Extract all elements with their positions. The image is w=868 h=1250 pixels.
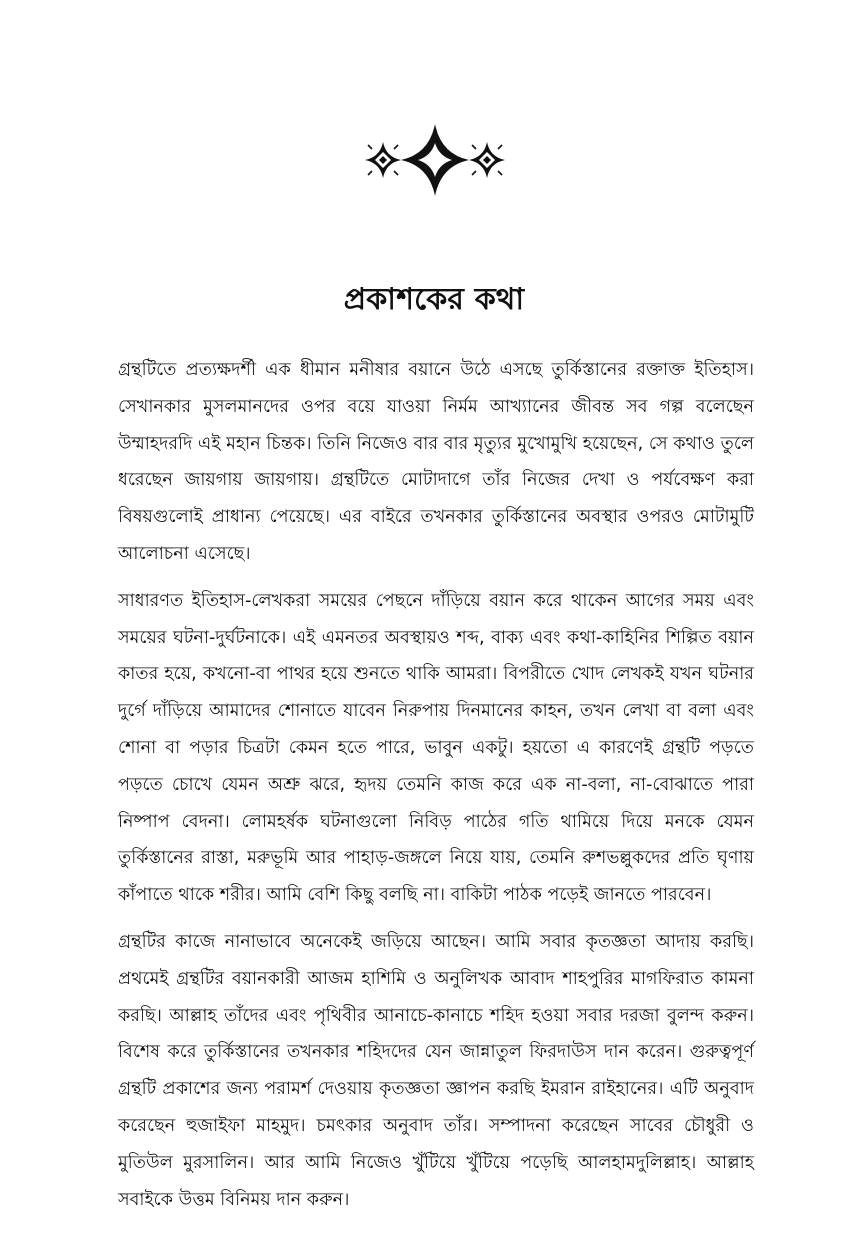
paragraph-1: গ্রন্থটিতে প্রত্যক্ষদর্শী এক ধীমান মনীষার বয়ানে উঠে এসছে তুর্কিস্তানের রক্তাক্ত ইতিহাস। সেখানকার মুসলমানদের ওপর বয়ে যাওয়া নির্মম আখ্যানের জীবন্ত সব গল্প বলেছেন উম্মাহদরদি এই মহান চিন্তক। তিনি নিজেও বার বার মৃত্যুর মুখোমুখি হয়েছেন, সে কথাও তুলে ধরেছেন জায়গায় জায়গায়। গ্রন্থটিতে মোটাদাগে তাঁর নিজের দেখা ও পর্যবেক্ষণ করা বিষয়গুলোই প্রাধান্য পেয়েছে। এর বাইরে তখনকার তুর্কিস্তানের অবস্থার ওপরও মোটামুটি আলোচনা এসেছে।	[118, 360, 754, 564]
body-text	[118, 352, 754, 1230]
paragraph-3: গ্রন্থটির কাজে নানাভাবে অনেকেই জড়িয়ে আছেন। আমি সবার কৃতজ্ঞতা আদায় করছি। প্রথমেই গ্রন্থটির বয়ানকারী আজম হাশিমি ও অনুলিখক আবাদ শাহপুরির মাগফিরাত কামনা করছি। আল্লাহ তাঁদের এবং পৃথিবীর আনাচে-কানাচে শহিদ হওয়া সবার দরজা বুলন্দ করুন। বিশেষ করে তুর্কিস্তানের তখনকার শহিদদের যেন জান্নাতুল ফিরদাউস দান করেন। গুরুত্বপূর্ণ গ্রন্থটি প্রকাশের জন্য পরামর্শ দেওয়ায় কৃতজ্ঞতা জ্ঞাপন করছি ইমরান রাইহানের। এটি অনুবাদ করেছেন হুজাইফা মাহমুদ। চমৎকার অনুবাদ তাঁর। সম্পাদনা করেছেন সাবের চৌধুরী ও মুতিউল মুরসালিন। আর আমি নিজেও খুঁটিয়ে খুঁটিয়ে পড়েছি আলহামদুলিল্লাহ। আল্লাহ সবাইকে উত্তম বিনিময় দান করুন।	[118, 931, 754, 1210]
diamond-sparkle-ornament-icon	[365, 122, 505, 198]
page-title: প্রকাশকের কথা	[343, 282, 525, 317]
paragraph-2: সাধারণত ইতিহাস-লেখকরা সময়ের পেছনে দাঁড়িয়ে বয়ান করে থাকেন আগের সময় এবং সময়ের ঘটনা-দুর্ঘটনাকে। এই এমনতর অবস্থায়ও শব্দ, বাক্য এবং কথা-কাহিনির শিল্পিত বয়ান কাতর হয়ে, কখনো-বা পাথর হয়ে শুনতে থাকি আমরা। বিপরীতে খোদ লেখকই যখন ঘটনার দুর্গে দাঁড়িয়ে আমাদের শোনাতে যাবেন নিরুপায় দিনমানের কাহন, তখন লেখা বা বলা এবং শোনা বা পড়ার চিত্রটা কেমন হতে পারে, ভাবুন একটু। হয়তো এ কারণেই গ্রন্থটি পড়তে পড়তে চোখে যেমন অশ্রু ঝরে, হৃদয় তেমনি কাজ করে এক না-বলা, না-বোঝাতে পারা নিষ্পাপ বেদনা। লোমহর্ষক ঘটনাগুলো নিবিড় পাঠের গতি থামিয়ে দিয়ে মনকে যেমন তুর্কিস্তানের রাস্তা, মরুভূমি আর পাহাড়-জঙ্গলে নিয়ে যায়, তেমনি রুশভল্লুকদের প্রতি ঘৃণায় কাঁপাতে থাকে শরীর। আমি বেশি কিছু বলছি না। বাকিটা পাঠক পড়েই জানতে পারবেন।	[118, 590, 754, 906]
